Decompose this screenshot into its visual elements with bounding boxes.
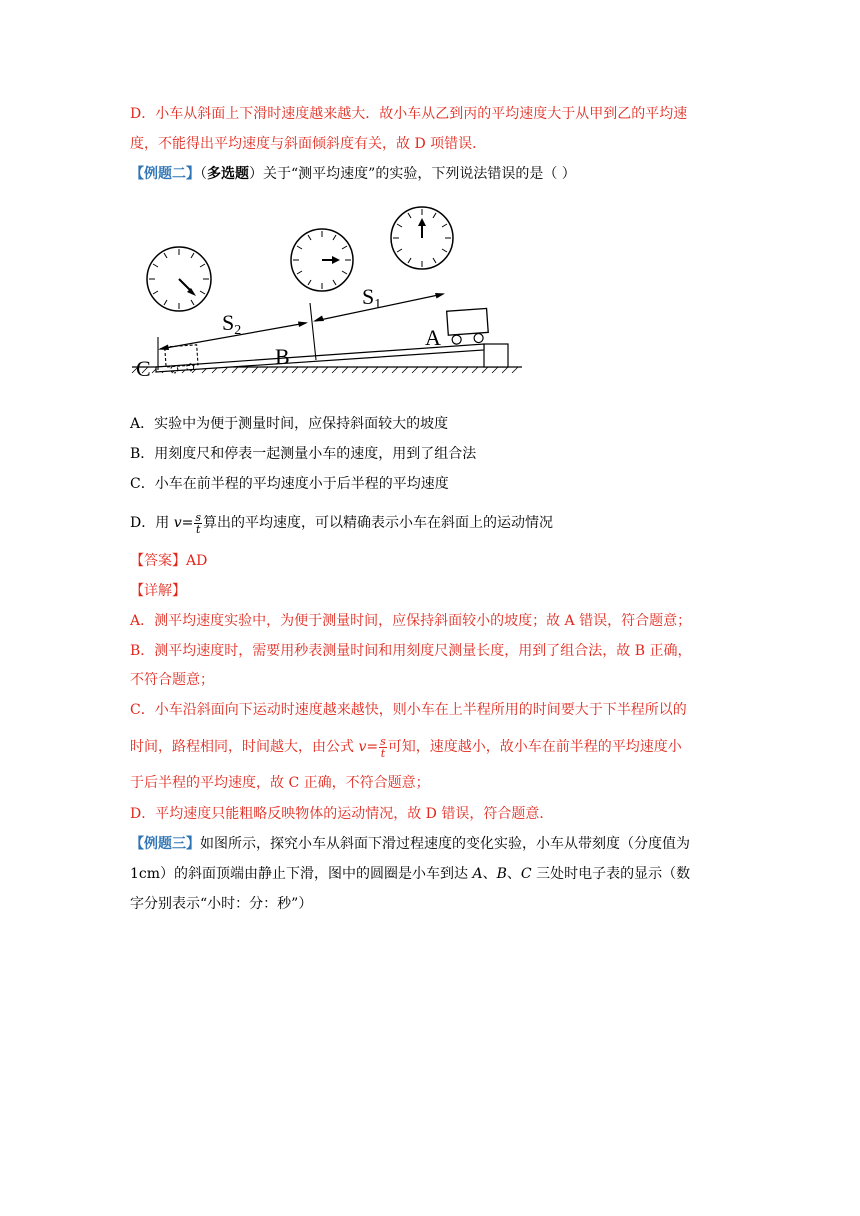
- explain-b-line-1: B．测平均速度时，需要用秒表测量时间和用刻度尺测量长度，用到了组合法，故 B 正确，: [130, 643, 692, 659]
- example2-stem: 【例题二】（多选题）关于“测平均速度”的实验，下列说法错误的是（ ）: [130, 166, 576, 182]
- prev-answer-line-2: 度，不能得出平均速度与斜面倾斜度有关，故 D 项错误．: [130, 136, 487, 152]
- fraction-s-over-t: $\frac{s}{t}$: [380, 734, 386, 760]
- example2-tag: 【例题二】: [130, 166, 200, 182]
- question-type: 多选题: [207, 166, 249, 182]
- explain-c-line-3: 于后半程的平均速度，故 C 正确，不符合题意；: [130, 775, 430, 791]
- incline-experiment-figure: [130, 200, 525, 400]
- s1-label: S1: [362, 284, 382, 312]
- option-a: A．实验中为便于测量时间，应保持斜面较大的坡度: [130, 416, 449, 432]
- example3-line-2: 1cm）的斜面顶端由静止下滑，图中的圆圈是小车到达 A、B、C 三处时电子表的显示（数: [130, 866, 691, 882]
- option-b: B．用刻度尺和停表一起测量小车的速度，用到了组合法: [130, 446, 477, 462]
- s2-label: S2: [222, 310, 242, 338]
- fraction-s-over-t: $\frac{s}{t}$: [195, 510, 201, 536]
- example3-line-3: 字分别表示“小时：分：秒”）: [130, 896, 313, 912]
- point-b-label: B: [275, 344, 290, 369]
- stopwatch-c-icon: [147, 247, 211, 311]
- stopwatch-a-icon: [391, 207, 453, 269]
- point-c-label: C: [136, 356, 151, 381]
- midpoint-line: [310, 303, 316, 360]
- example3-tag: 【例题三】: [130, 836, 200, 852]
- example3-line-1: 【例题三】如图所示，探究小车从斜面下滑过程速度的变化实验，小车从带刻度（分度值为: [130, 836, 690, 852]
- car-at-a: [447, 308, 489, 344]
- detail-heading: 【详解】: [130, 583, 186, 599]
- point-a-label: A: [425, 325, 441, 350]
- explain-c-line-2: 时间，路程相同，时间越大，由公式 v= $\frac{s}{t}$ 可知，速度越小，故小车在前半程的平均速度小: [130, 734, 682, 760]
- support-block: [484, 344, 508, 367]
- explain-d: D．平均速度只能粗略反映物体的运动情况，故 D 错误，符合题意．: [130, 806, 554, 822]
- prev-answer-line-1: D．小车从斜面上下滑时速度越来越大．故小车从乙到丙的平均速度大于从甲到乙的平均速: [130, 106, 688, 122]
- explain-c-line-1: C．小车沿斜面向下运动时速度越来越快，则小车在上半程所用的时间要大于下半程所以的: [130, 702, 687, 718]
- explain-b-line-2: 不符合题意；: [130, 672, 214, 688]
- answer-line: 【答案】AD: [130, 553, 208, 569]
- explain-a: A．测平均速度实验中，为便于测量时间，应保持斜面较小的坡度；故 A 错误，符合题意；: [130, 613, 692, 629]
- option-c: C．小车在前半程的平均速度小于后半程的平均速度: [130, 476, 449, 492]
- option-d: D．用 v= $\frac{s}{t}$ 算出的平均速度，可以精确表示小车在斜面上的运动情况: [130, 510, 553, 536]
- stopwatch-b-icon: [291, 229, 353, 291]
